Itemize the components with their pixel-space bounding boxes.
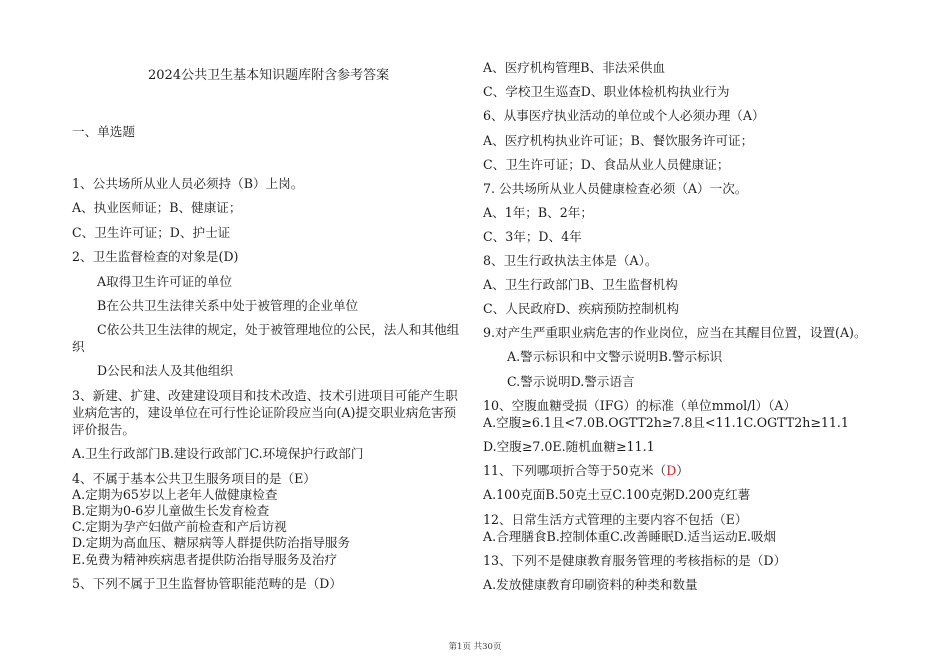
question-10: 10、空腹血糖受损（IFG）的标准（单位mmol/l）（A）	[483, 398, 797, 413]
q13-option-a: A.发放健康教育印刷资料的种类和数量	[483, 577, 698, 592]
q4-option-a: A.定期为65岁以上老年人做健康检查	[72, 487, 278, 502]
question-11	[483, 463, 689, 479]
question-6: 6、从事医疗执业活动的单位或个人必须办理（A）	[483, 108, 765, 123]
q5-options-cd: C、学校卫生巡查D、职业体检机构执业行为	[483, 84, 730, 99]
section-heading: 一、单选题	[72, 124, 135, 139]
q2-option-d: D公民和法人及其他组织	[97, 363, 234, 378]
question-3-end: 评价报告。	[72, 422, 135, 437]
question-5: 5、下列不属于卫生监督协管职能范畴的是（D）	[72, 576, 342, 591]
question-2: 2、卫生监督检查的对象是(D)	[72, 249, 239, 264]
q5-options-ab: A、医疗机构管理B、非法采供血	[483, 60, 666, 75]
page-footer: 第1页 共30页	[448, 642, 502, 652]
question-8: 8、卫生行政执法主体是（A）。	[483, 253, 658, 268]
q10-options-abc: A.空腹≥6.1且<7.0B.OGTT2h≥7.8且<11.1C.OGTT2h≥11.1	[483, 415, 849, 430]
q4-option-e: E.免费为精神疾病患者提供防治指导服务及治疗	[72, 552, 338, 567]
question-11-answer: D	[666, 463, 677, 478]
question-4: 4、不属于基本公共卫生服务项目的是（E）	[72, 471, 316, 486]
q4-option-b: B.定期为0-6岁儿童做生长发育检查	[72, 503, 270, 518]
question-13: 13、下列不是健康教育服务管理的考核指标的是（D）	[483, 553, 787, 568]
q6-options-cd: C、卫生许可证；D、食品从业人员健康证；	[483, 157, 730, 172]
question-11-close: ）	[676, 463, 689, 478]
q9-options-cd: C.警示说明D.警示语言	[507, 374, 635, 389]
q2-option-b: B在公共卫生法律关系中处于被管理的企业单位	[97, 298, 359, 313]
q4-option-d: D.定期为高血压、糖尿病等人群提供防治指导服务	[72, 535, 351, 550]
q11-options: A.100克面B.50克土豆C.100克粥D.200克红薯	[483, 487, 751, 502]
question-12: 12、日常生活方式管理的主要内容不包括（E）	[483, 512, 748, 527]
q7-options-cd: C、3年；D、4年	[483, 229, 582, 244]
q3-options: A.卫生行政部门B.建设行政部门C.环境保护行政部门	[72, 446, 364, 461]
q12-options: A.合理膳食B.控制体重C.改善睡眠D.适当运动E.吸烟	[483, 529, 777, 544]
q2-option-c: C依公共卫生法律的规定，处于被管理地位的公民，法人和其他组	[97, 322, 460, 337]
question-3-cont: 业病危害的，建设单位在可行性论证阶段应当向(A)提交职业病危害预	[72, 405, 457, 420]
question-7: 7. 公共场所从业人员健康检查必须（A）一次。	[483, 181, 748, 196]
q1-options-ab: A、执业医师证；B、健康证；	[72, 200, 242, 215]
question-11-text: 11、下列哪项折合等于50克米（	[483, 463, 667, 478]
question-9: 9.对产生严重职业病危害的作业岗位，应当在其醒目位置，设置(A)。	[483, 325, 867, 340]
q2-option-c-cont: 织	[72, 339, 85, 354]
q9-options-ab: A.警示标识和中文警示说明B.警示标识	[507, 349, 723, 364]
q1-options-cd: C、卫生许可证；D、护士证	[72, 225, 231, 240]
q4-option-c: C.定期为孕产妇做产前检查和产后访视	[72, 519, 287, 534]
q7-options-ab: A、1年；B、2年；	[483, 205, 593, 220]
q2-option-a: A取得卫生许可证的单位	[97, 274, 233, 289]
q10-options-de: D.空腹≥7.0E.随机血糖≥11.1	[483, 439, 655, 454]
q6-options-ab: A、医疗机构执业许可证；B、餐饮服务许可证；	[483, 133, 754, 148]
question-1: 1、公共场所从业人员必须持（B）上岗。	[72, 176, 304, 191]
question-3: 3、新建、扩建、改建建设项目和技术改造、技术引进项目可能产生职	[72, 388, 458, 403]
q8-options-ab: A、卫生行政部门B、卫生监督机构	[483, 277, 678, 292]
document-title: 2024公共卫生基本知识题库附含参考答案	[148, 68, 390, 83]
q8-options-cd: C、人民政府D、疾病预防控制机构	[483, 301, 680, 316]
